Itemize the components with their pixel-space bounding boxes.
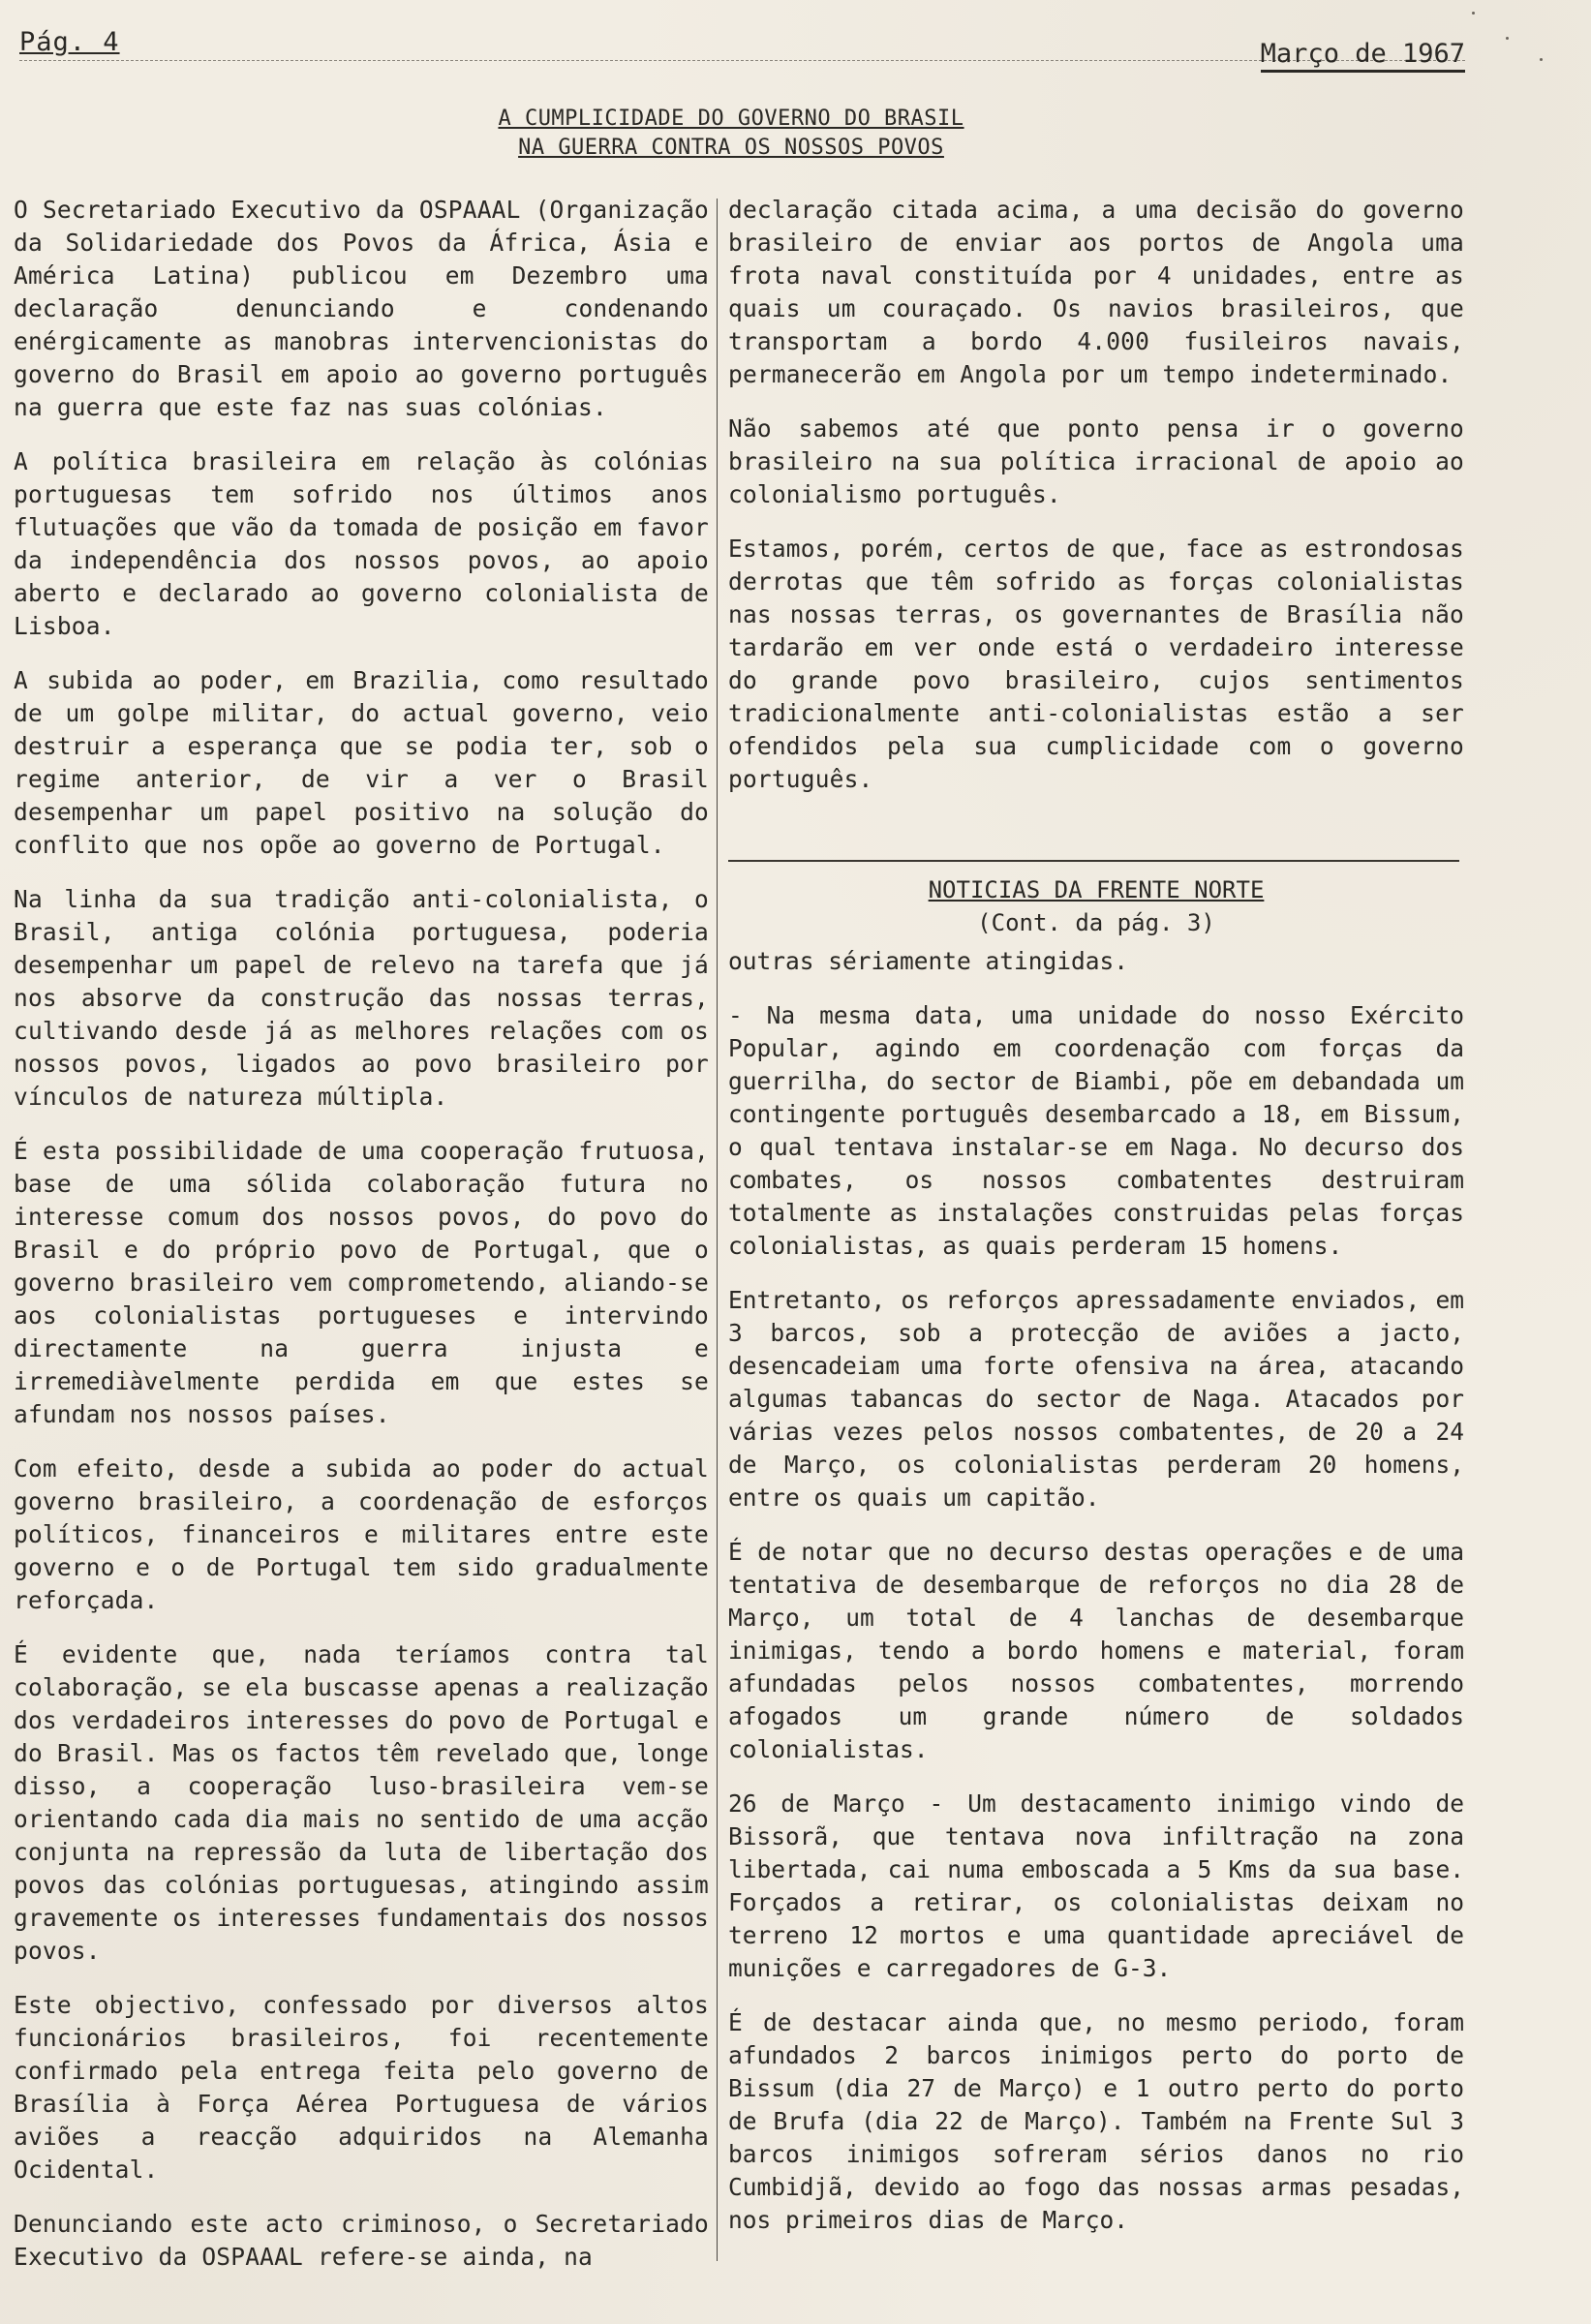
header-rule	[19, 60, 1465, 61]
article-right-column	[728, 194, 1464, 817]
article-paragraph: Não sabemos até que ponto pensa ir o governo brasileiro na sua política irracional de apoio ao colonialismo português.	[728, 414, 1464, 508]
article-paragraph: A política brasileira em relação às colónias portuguesas tem sofrido nos últimos anos flutuações que vão da tomada de posição em favor da independência dos nossos povos, ao apoio aberto e declarado ao governo colonialista de Lisboa.	[14, 447, 709, 640]
news-title: NOTICIAS DA FRENTE NORTE	[928, 876, 1265, 903]
section-divider	[728, 860, 1459, 862]
page-number: Pág. 4	[19, 27, 120, 57]
article-paragraph: O Secretariado Executivo da OSPAAAL (Organização da Solidariedade dos Povos da África, Ásia e América Latina) publicou em Dezembro uma declaração denunciando e condenando enérgicamente as manobras intervencionistas do governo do Brasil em apoio ao governo português na guerra que este faz nas suas colónias.	[14, 196, 709, 421]
news-paragraph: Entretanto, os reforços apressadamente enviados, em 3 barcos, sob a protecção de aviões a jacto, desencadeiam uma forte ofensiva na área, atacando algumas tabancas do sector de Naga. Atacados por várias vezes pelos nossos combatentes, de 20 a 24 de Março, os colonialistas perderam 20 homens, entre os quais um capitão.	[728, 1286, 1464, 1512]
article-title-line-1: A CUMPLICIDADE DO GOVERNO DO BRASIL	[498, 107, 964, 131]
ink-speck	[1472, 12, 1475, 15]
news-paragraph: outras sériamente atingidas.	[728, 947, 1129, 975]
news-heading	[728, 873, 1464, 939]
ink-speck	[1506, 37, 1509, 40]
article-paragraph: Estamos, porém, certos de que, face as estrondosas derrotas que têm sofrido as forças colonialistas nas nossas terras, os governantes de Brasília não tardarão em ver onde está o verdadeiro interesse do grande povo brasileiro, cujos sentimentos tradicionalmente anti-colonialistas estão a ser ofendidos pela sua cumplicidade com o governo português.	[728, 535, 1464, 793]
article-paragraph: Denunciando este acto criminoso, o Secretariado Executivo da OSPAAAL refere-se ainda, na	[14, 2210, 709, 2271]
article-title	[445, 105, 1017, 163]
news-paragraph: É de notar que no decurso destas operações e de uma tentativa de desembarque de reforços no dia 28 de Março, um total de 4 lanchas de desembarque inimigas, tendo a bordo homens e material, foram afundadas pelos nossos combatentes, morrendo afogados um grande número de soldados colonialistas.	[728, 1538, 1464, 1763]
article-title-line-2: NA GUERRA CONTRA OS NOSSOS POVOS	[518, 136, 944, 160]
article-left-column	[14, 194, 709, 2295]
issue-date: Março de 1967	[1261, 39, 1465, 73]
news-paragraph: É de destacar ainda que, no mesmo periodo, foram afundados 2 barcos inimigos perto do porto de Bissum (dia 27 de Março) e 1 outro perto do porto de Brufa (dia 22 de Março). Também na Frente Sul 3 barcos inimigos sofreram sérios danos no rio Cumbidjã, devido ao fogo das nossas armas pesadas, nos primeiros dias de Março.	[728, 2008, 1464, 2234]
article-paragraph: É evidente que, nada teríamos contra tal colaboração, se ela buscasse apenas a realização dos verdadeiros interesses do povo de Portugal e do Brasil. Mas os factos têm revelado que, longe disso, a cooperação luso-brasileira vem-se orientando cada dia mais no sentido de uma acção conjunta na repressão da luta de libertação dos povos das colónias portuguesas, atingindo assim gravemente os interesses fundamentais dos nossos povos.	[14, 1640, 709, 1965]
ink-speck	[1540, 58, 1543, 61]
column-divider	[717, 199, 718, 2261]
news-paragraph: - Na mesma data, uma unidade do nosso Exército Popular, agindo em coordenação com forças da guerrilha, do sector de Biambi, põe em debandada um contingente português desembarcado a 18, em Bissum, o qual tentava instalar-se em Naga. No decurso dos combates, os nossos combatentes destruiram totalmente as instalações construidas pelas forças colonialistas, as quais perderam 15 homens.	[728, 1001, 1464, 1260]
article-paragraph: declaração citada acima, a uma decisão do governo brasileiro de enviar aos portos de Angola uma frota naval constituída por 4 unidades, entre as quais um couraçado. Os navios brasileiros, que transportam a bordo 4.000 fusileiros navais, permanecerão em Angola por um tempo indeterminado.	[728, 196, 1464, 388]
news-section	[728, 873, 1464, 2258]
news-paragraph: 26 de Março - Um destacamento inimigo vindo de Bissorã, que tentava nova infiltração na zona libertada, cai numa emboscada a 5 Kms da sua base. Forçados a retirar, os colonialistas deixam no terreno 12 mortos e uma quantidade apreciável de munições e carregadores de G-3.	[728, 1789, 1464, 1982]
article-paragraph: Este objectivo, confessado por diversos altos funcionários brasileiros, foi recentemente confirmado pela entrega feita pelo governo de Brasília à Força Aérea Portuguesa de vários aviões a reacção adquiridos na Alemanha Ocidental.	[14, 1991, 709, 2184]
article-paragraph: A subida ao poder, em Brazilia, como resultado de um golpe militar, do actual governo, veio destruir a esperança que se podia ter, sob o regime anterior, de vir a ver o Brasil desempenhar um papel positivo na solução do conflito que nos opõe ao governo de Portugal.	[14, 666, 709, 859]
article-paragraph: Com efeito, desde a subida ao poder do actual governo brasileiro, a coordenação de esforços políticos, financeiros e militares entre este governo e o de Portugal tem sido gradualmente reforçada.	[14, 1454, 709, 1614]
article-paragraph: É esta possibilidade de uma cooperação frutuosa, base de uma sólida colaboração futura no interesse comum dos nossos povos, do povo do Brasil e do próprio povo de Portugal, que o governo brasileiro vem comprometendo, aliando-se aos colonialistas portugueses e intervindo directamente na guerra injusta e irremediàvelmente perdida em que estes se afundam nos nossos países.	[14, 1137, 709, 1428]
news-subtitle: (Cont. da pág. 3)	[977, 909, 1215, 936]
article-paragraph: Na linha da sua tradição anti-colonialista, o Brasil, antiga colónia portuguesa, poderia desempenhar um papel de relevo na tarefa que já nos absorve da construção das nossas terras, cultivando desde já as melhores relações com os nossos povos, ligados ao povo brasileiro por vínculos de natureza múltipla.	[14, 885, 709, 1111]
